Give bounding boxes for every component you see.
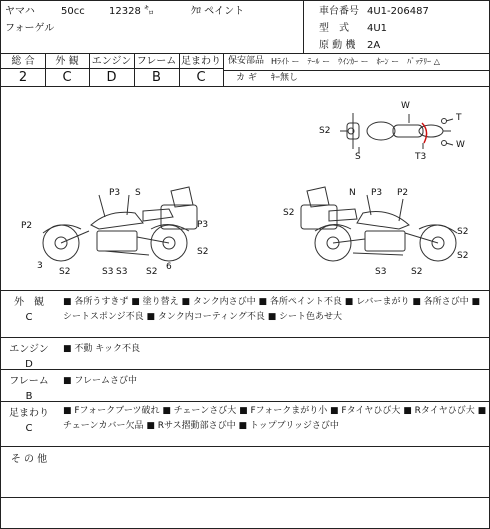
section-grade-engine: D	[25, 359, 33, 370]
model-code: 4U1	[367, 23, 388, 34]
section-label-suspension: 足まわり	[9, 408, 49, 419]
section-grade-frame: B	[25, 391, 33, 402]
damage-code-left-3: 3	[37, 261, 43, 271]
damage-code-left-s3: S3	[102, 267, 114, 277]
frame-no: 4U1-206487	[367, 6, 429, 17]
damage-code-left-s3b: S3	[116, 267, 128, 277]
grade-overall: 2	[18, 70, 28, 85]
engine-code: 2A	[367, 40, 381, 51]
section-label-other: そ の 他	[10, 454, 48, 465]
damage-code-right-n: N	[349, 188, 356, 198]
damage-code-right-s3: S3	[375, 267, 387, 277]
damage-code-left-p2: P2	[21, 221, 33, 231]
section-label-frame: フレーム	[9, 376, 49, 387]
bike-top-view	[331, 109, 471, 159]
damage-code-left-s2b: S2	[59, 267, 71, 277]
grade-frame: B	[152, 70, 161, 85]
damage-code-left-s: S	[135, 188, 141, 198]
section-text-frame: ■ フレームさび中	[63, 376, 138, 386]
grade-header-frame: フレーム	[136, 56, 177, 67]
grade-header-engine: エンジン	[91, 56, 132, 67]
grade-header-exterior: 外 観	[55, 56, 79, 67]
damage-code-top-t3: T3	[415, 152, 427, 162]
section-grade-exterior: C	[25, 312, 33, 323]
section-text-exterior: ■ 各所うすきず ■ 塗り替え ■ タンク内さび中 ■ 各所ペイント不良 ■ レバーまがり ■ 各所さび中 ■ シートスポンジ不良 ■ タンク内コーティング不良 ■ シート色あせ大	[63, 297, 481, 322]
model-code-label: 型 式	[319, 23, 349, 34]
damage-code-left-s2: S2	[197, 247, 209, 257]
grade-header-overall: 総 合	[11, 56, 35, 67]
damage-code-right-s2d: S2	[411, 267, 423, 277]
damage-code-top-w2: W	[456, 140, 465, 150]
grade-engine: D	[106, 70, 117, 85]
engine-code-label: 原 動 機	[319, 40, 356, 51]
damage-code-left-p3: P3	[109, 188, 121, 198]
model-name: フォーゲル	[5, 23, 55, 34]
section-label-engine: エンジン	[9, 344, 49, 355]
displacement: 50cc	[61, 6, 85, 17]
grade-header-suspension: 足まわり	[181, 56, 221, 67]
damage-code-top-w: W	[401, 101, 410, 111]
damage-code-left-p3b: P3	[197, 220, 209, 230]
damage-code-right-s2c: S2	[457, 251, 469, 261]
key-value: ｷｰ無し	[271, 73, 299, 83]
safety-items: Hﾗｲﾄ ー ﾃｰﾙ ー ｳｲﾝｶｰ ー ﾎｰﾝ ー ﾊﾞｯﾃﾘｰ △	[271, 57, 440, 66]
damage-code-right-s2b: S2	[457, 227, 469, 237]
damage-code-top-s: S	[355, 152, 361, 162]
damage-code-right-s2: S2	[283, 208, 295, 218]
frame-no-label: 車台番号	[319, 6, 359, 17]
grade-suspension: C	[196, 70, 206, 85]
key-label: カ ギ	[236, 73, 257, 83]
color: ｸﾛ ペイント	[191, 6, 245, 17]
maker: ヤマハ	[5, 6, 35, 17]
damage-code-left-s2c: S2	[146, 267, 158, 277]
damage-code-top-s2: S2	[319, 126, 331, 136]
section-label-exterior: 外 観	[14, 297, 44, 308]
section-text-engine: ■ 不動 キック不良	[63, 344, 141, 354]
mileage: 12328 ㌔	[109, 6, 154, 17]
damage-code-top-t: T	[456, 113, 462, 123]
damage-code-right-p3: P3	[371, 188, 383, 198]
grade-exterior: C	[62, 70, 72, 85]
bike-left-view	[39, 181, 209, 271]
section-text-suspension: ■ Fフォークブーツ破れ ■ チェーンさび大 ■ Fフォークまがり小 ■ Fタイヤひび大 ■ Rタイヤひび大 ■ チェーンカバー欠品 ■ Rサス摺動部さび中 ■ トップブリッジさび中	[63, 406, 487, 431]
damage-code-right-p2: P2	[397, 188, 409, 198]
damage-code-left-6: 6	[166, 262, 172, 272]
section-grade-suspension: C	[25, 423, 33, 434]
safety-label: 保安部品	[228, 56, 265, 66]
